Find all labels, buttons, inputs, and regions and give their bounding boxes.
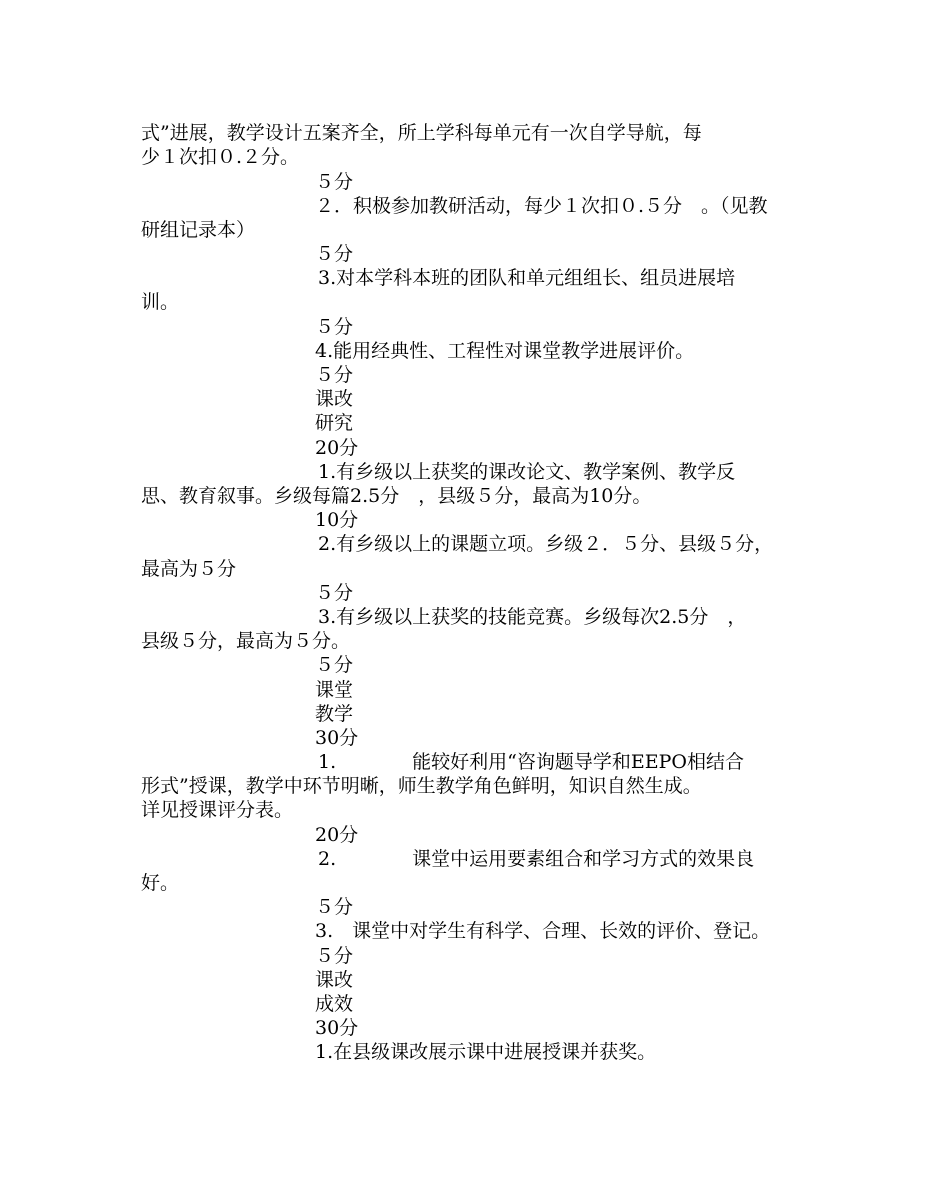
text-line: 2. 课堂中运用要素组合和学习方式的效果良 [318, 848, 755, 870]
text-line: 4.能用经典性、工程性对课堂教学进展评价。 [315, 340, 695, 362]
text-line: 10分 [315, 509, 359, 531]
text-line: 3.对本学科本班的团队和单元组组长、组员进展培 [318, 267, 736, 289]
text-line: 2.有乡级以上的课题立项。乡级２．５分、县级５分， [318, 533, 774, 555]
text-line: 式”进展，教学设计五案齐全，所上学科每单元有一次自学导航，每 [141, 122, 702, 144]
text-line: 教学 [315, 703, 354, 725]
text-line: 20分 [315, 824, 359, 846]
text-line: 30分 [315, 1017, 359, 1039]
text-line: ５分 [315, 243, 354, 265]
text-line: 课堂 [315, 679, 354, 701]
text-line: 1.在县级课改展示课中进展授课并获奖。 [315, 1041, 657, 1063]
text-line: 课改 [315, 969, 354, 991]
text-line: 1. 能较好利用“咨询题导学和EEPO相结合 [318, 751, 744, 773]
text-line: 30分 [315, 727, 359, 749]
text-line: 20分 [315, 437, 359, 459]
text-line: ５分 [315, 364, 354, 386]
text-line: 研究 [315, 412, 354, 434]
text-line: ２．积极参加教研活动，每少１次扣０.５分 。（见教 [315, 195, 768, 217]
text-line: 形式”授课，教学中环节明晰，师生教学角色鲜明，知识自然生成。 [141, 775, 702, 797]
text-line: ５分 [315, 582, 354, 604]
text-line: 最高为５分 [141, 558, 237, 580]
text-line: 县级５分，最高为５分。 [141, 630, 351, 652]
text-line: ５分 [315, 316, 354, 338]
text-line: 3.有乡级以上获奖的技能竞赛。乡级每次2.5分 ， [318, 606, 747, 628]
text-line: 好。 [141, 872, 180, 894]
text-line: 思、教育叙事。乡级每篇2.5分 ，县级５分，最高为10分。 [141, 485, 652, 507]
text-line: ５分 [315, 896, 354, 918]
text-line: 研组记录本） [141, 219, 256, 241]
text-line: 3. 课堂中对学生有科学、合理、长效的评价、登记。 [315, 920, 771, 942]
text-line: 成效 [315, 993, 354, 1015]
text-line: ５分 [315, 945, 354, 967]
text-line: 少１次扣０.２分。 [141, 146, 300, 168]
text-line: 课改 [315, 388, 354, 410]
text-line: 详见授课评分表。 [141, 799, 294, 821]
text-line: 训。 [141, 291, 180, 313]
text-line: ５分 [315, 654, 354, 676]
text-line: 1.有乡级以上获奖的课改论文、教学案例、教学反 [318, 461, 736, 483]
text-line: ５分 [315, 171, 354, 193]
